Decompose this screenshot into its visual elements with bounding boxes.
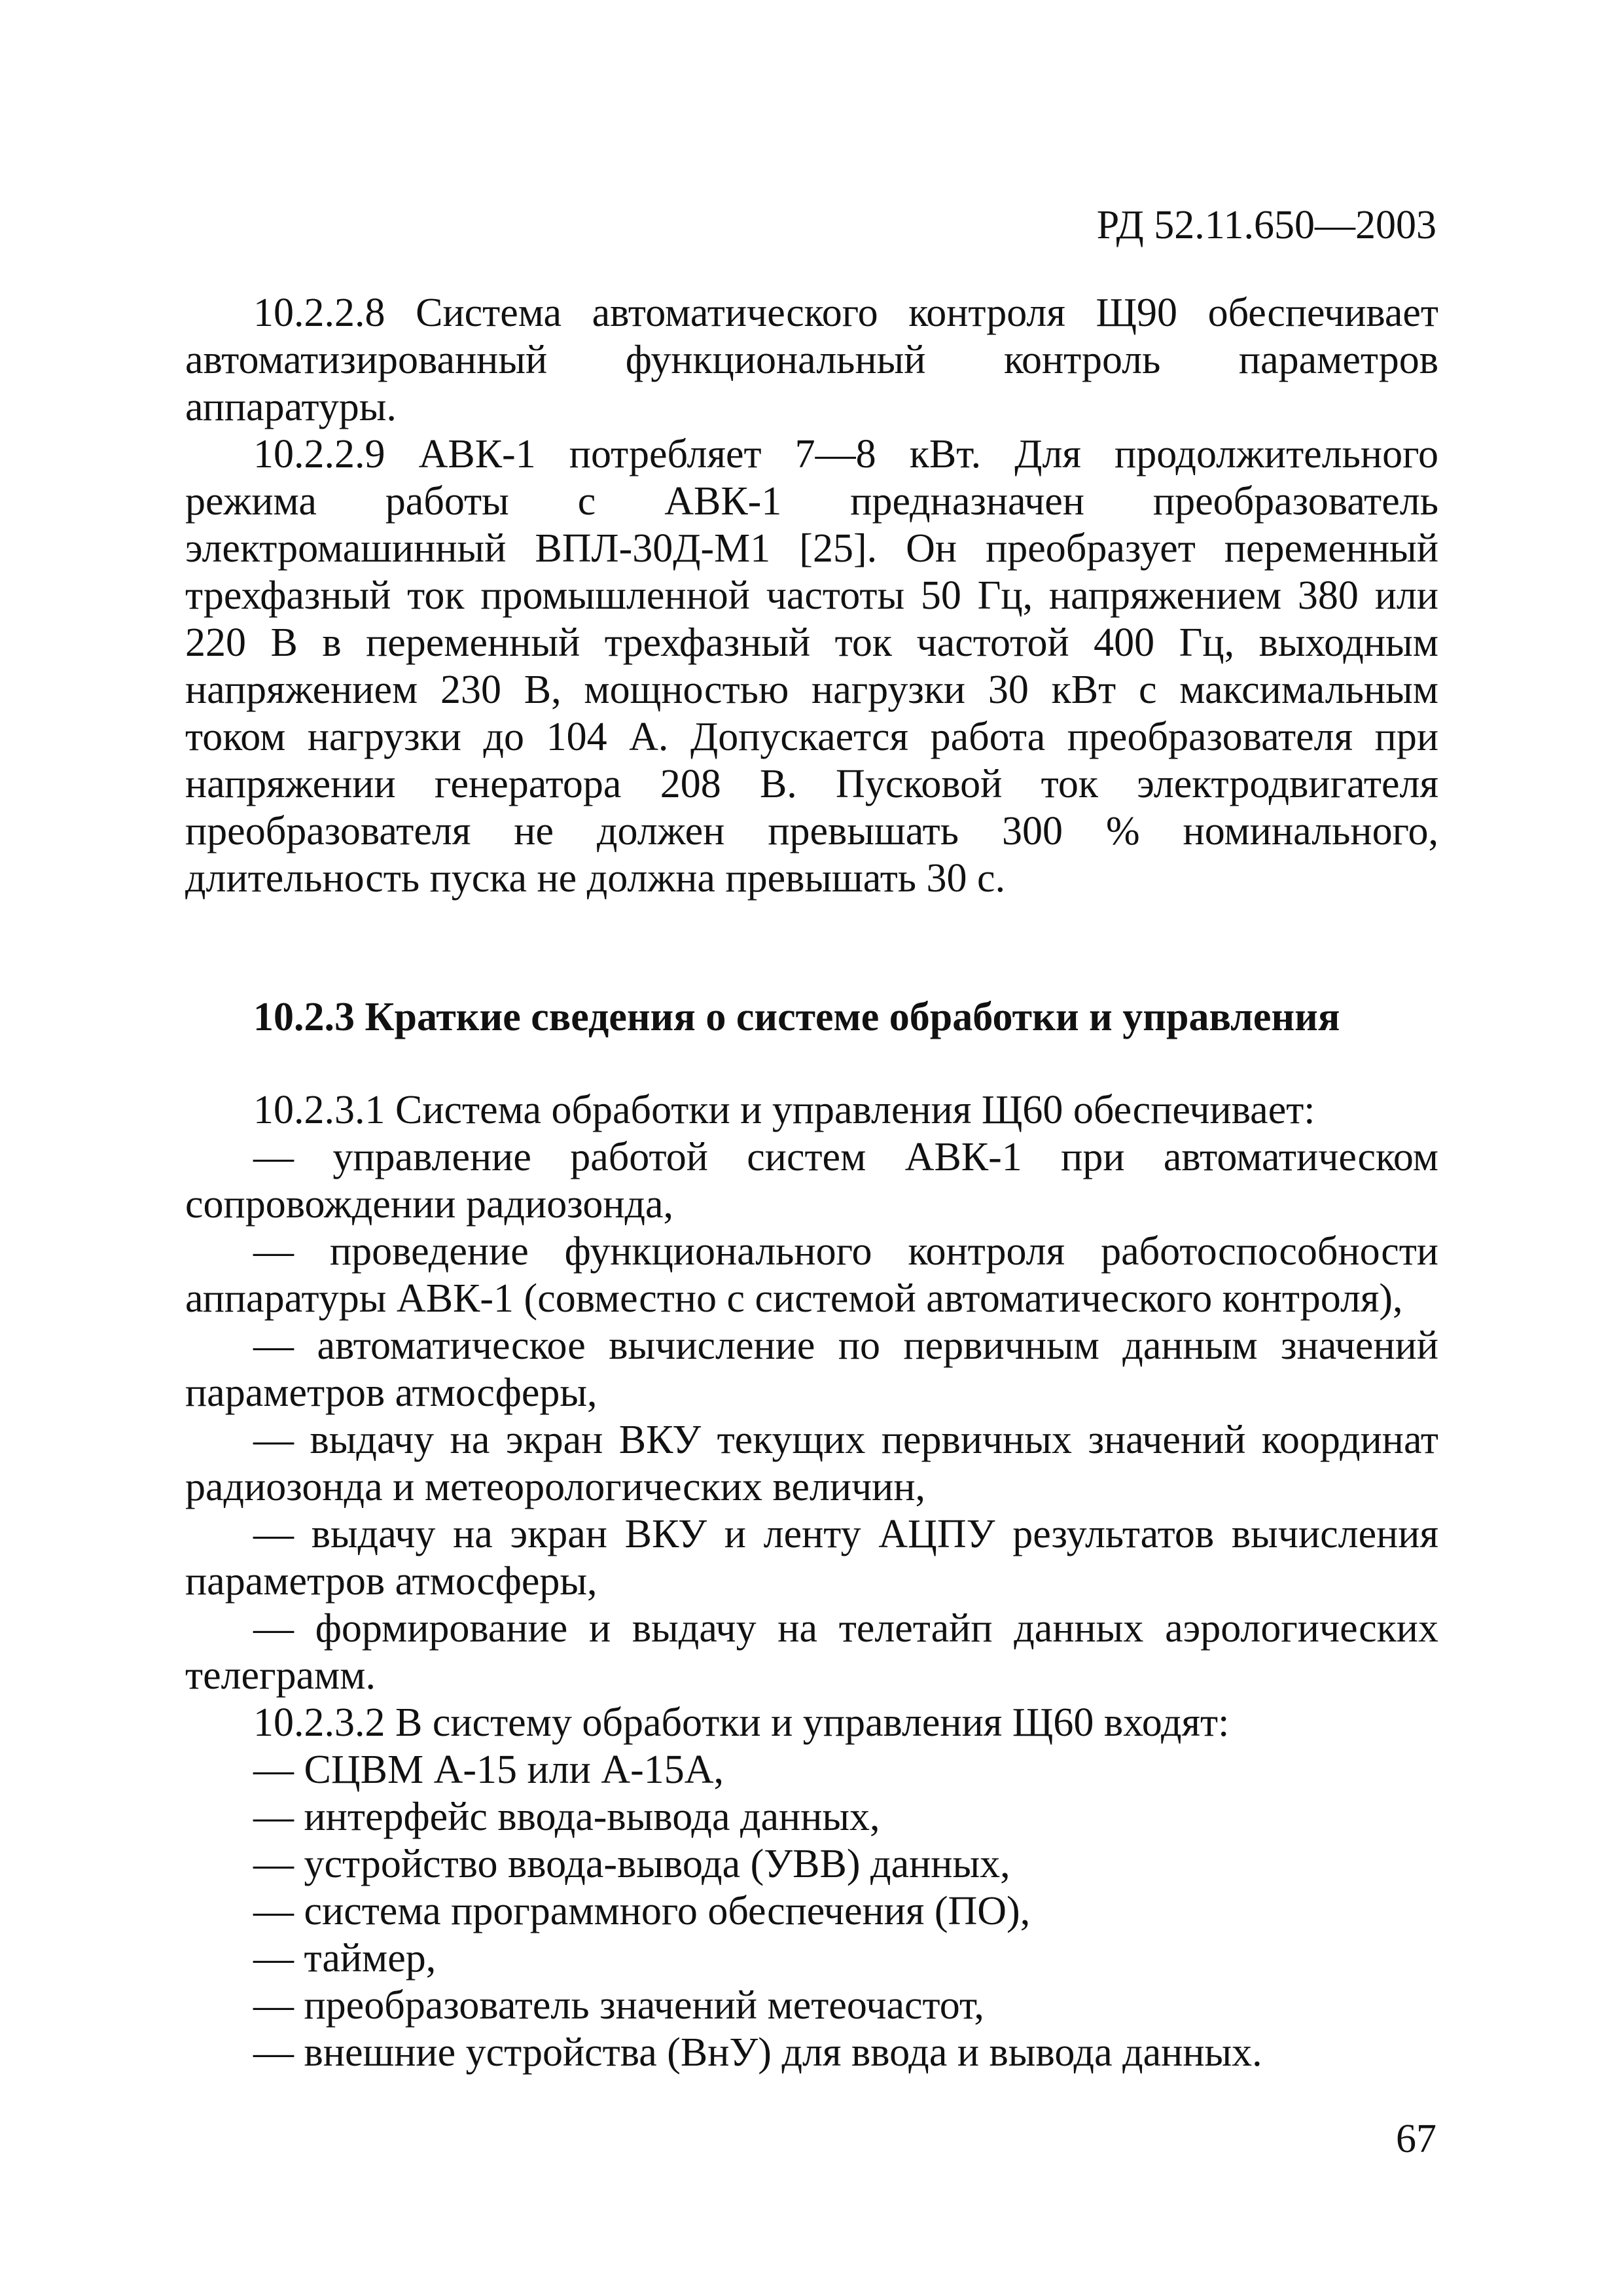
list-item: — внешние устройства (ВнУ) для ввода и вывода данных. [253,2030,1262,2075]
document-code-header: РД 52.11.650—2003 [1096,203,1436,247]
clause-10-2-3-2-list [185,1746,1438,2076]
section-heading: 10.2.3 Краткие сведения о системе обработки и управления [253,995,1340,1039]
paragraph-10-2-2-9: 10.2.2.9 АВК-1 потребляет 7—8 кВт. Для продолжительного режима работы с АВК-1 предназначен преобразователь электромашинный ВПЛ-30Д-М1 [25]. Он преобразует переменный трехфазный ток промышленной частоты 50 Гц, напряжением 380 или 220 В в переменный трехфазный ток частотой 400 Гц, выходным напряжением 230 В, мощностью нагрузки 30 кВт с максимальным током нагрузки до 104 А. Допускается работа преобразователя при напряжении генератора 208 В. Пусковой ток электродвигателя преобразователя не должен превышать 300 % номинального, длительность пуска не должна превышать 30 с. [185,432,1438,901]
page-number: 67 [1396,2117,1436,2161]
list-item: — формирование и выдачу на телетайп данных аэрологических телеграмм. [185,1606,1438,1698]
list-item: — автоматическое вычисление по первичным данным значений параметров атмосферы, [185,1323,1438,1415]
clause-10-2-3-2-intro: 10.2.3.2 В систему обработки и управления Щ60 входят: [253,1700,1230,1745]
clause-10-2-3-1-list [185,1134,1438,1699]
document-body [185,289,1438,2076]
list-item: — выдачу на экран ВКУ и ленту АЦПУ результатов вычисления параметров атмосферы, [185,1512,1438,1604]
list-item: — СЦВМ А-15 или А-15А, [253,1748,724,1792]
list-item: — устройство ввода-вывода (УВВ) данных, [253,1842,1010,1886]
list-item: — система программного обеспечения (ПО), [253,1889,1031,1933]
list-item: — проведение функционального контроля работоспособности аппаратуры АВК-1 (совместно с системой автоматического контроля), [185,1229,1438,1321]
list-item: — выдачу на экран ВКУ текущих первичных значений координат радиозонда и метеорологических величин, [185,1418,1438,1509]
list-item: — управление работой систем АВК-1 при автоматическом сопровождении радиозонда, [185,1135,1438,1227]
list-item: — интерфейс ввода-вывода данных, [253,1795,880,1839]
list-item: — таймер, [253,1936,437,1981]
list-item: — преобразователь значений метеочастот, [253,1983,984,2028]
paragraph-10-2-2-8: 10.2.2.8 Система автоматического контроля Щ90 обеспечивает автоматизированный функциональный контроль параметров аппаратуры. [185,291,1438,429]
clause-10-2-3-1-intro: 10.2.3.1 Система обработки и управления Щ60 обеспечивает: [253,1088,1315,1132]
